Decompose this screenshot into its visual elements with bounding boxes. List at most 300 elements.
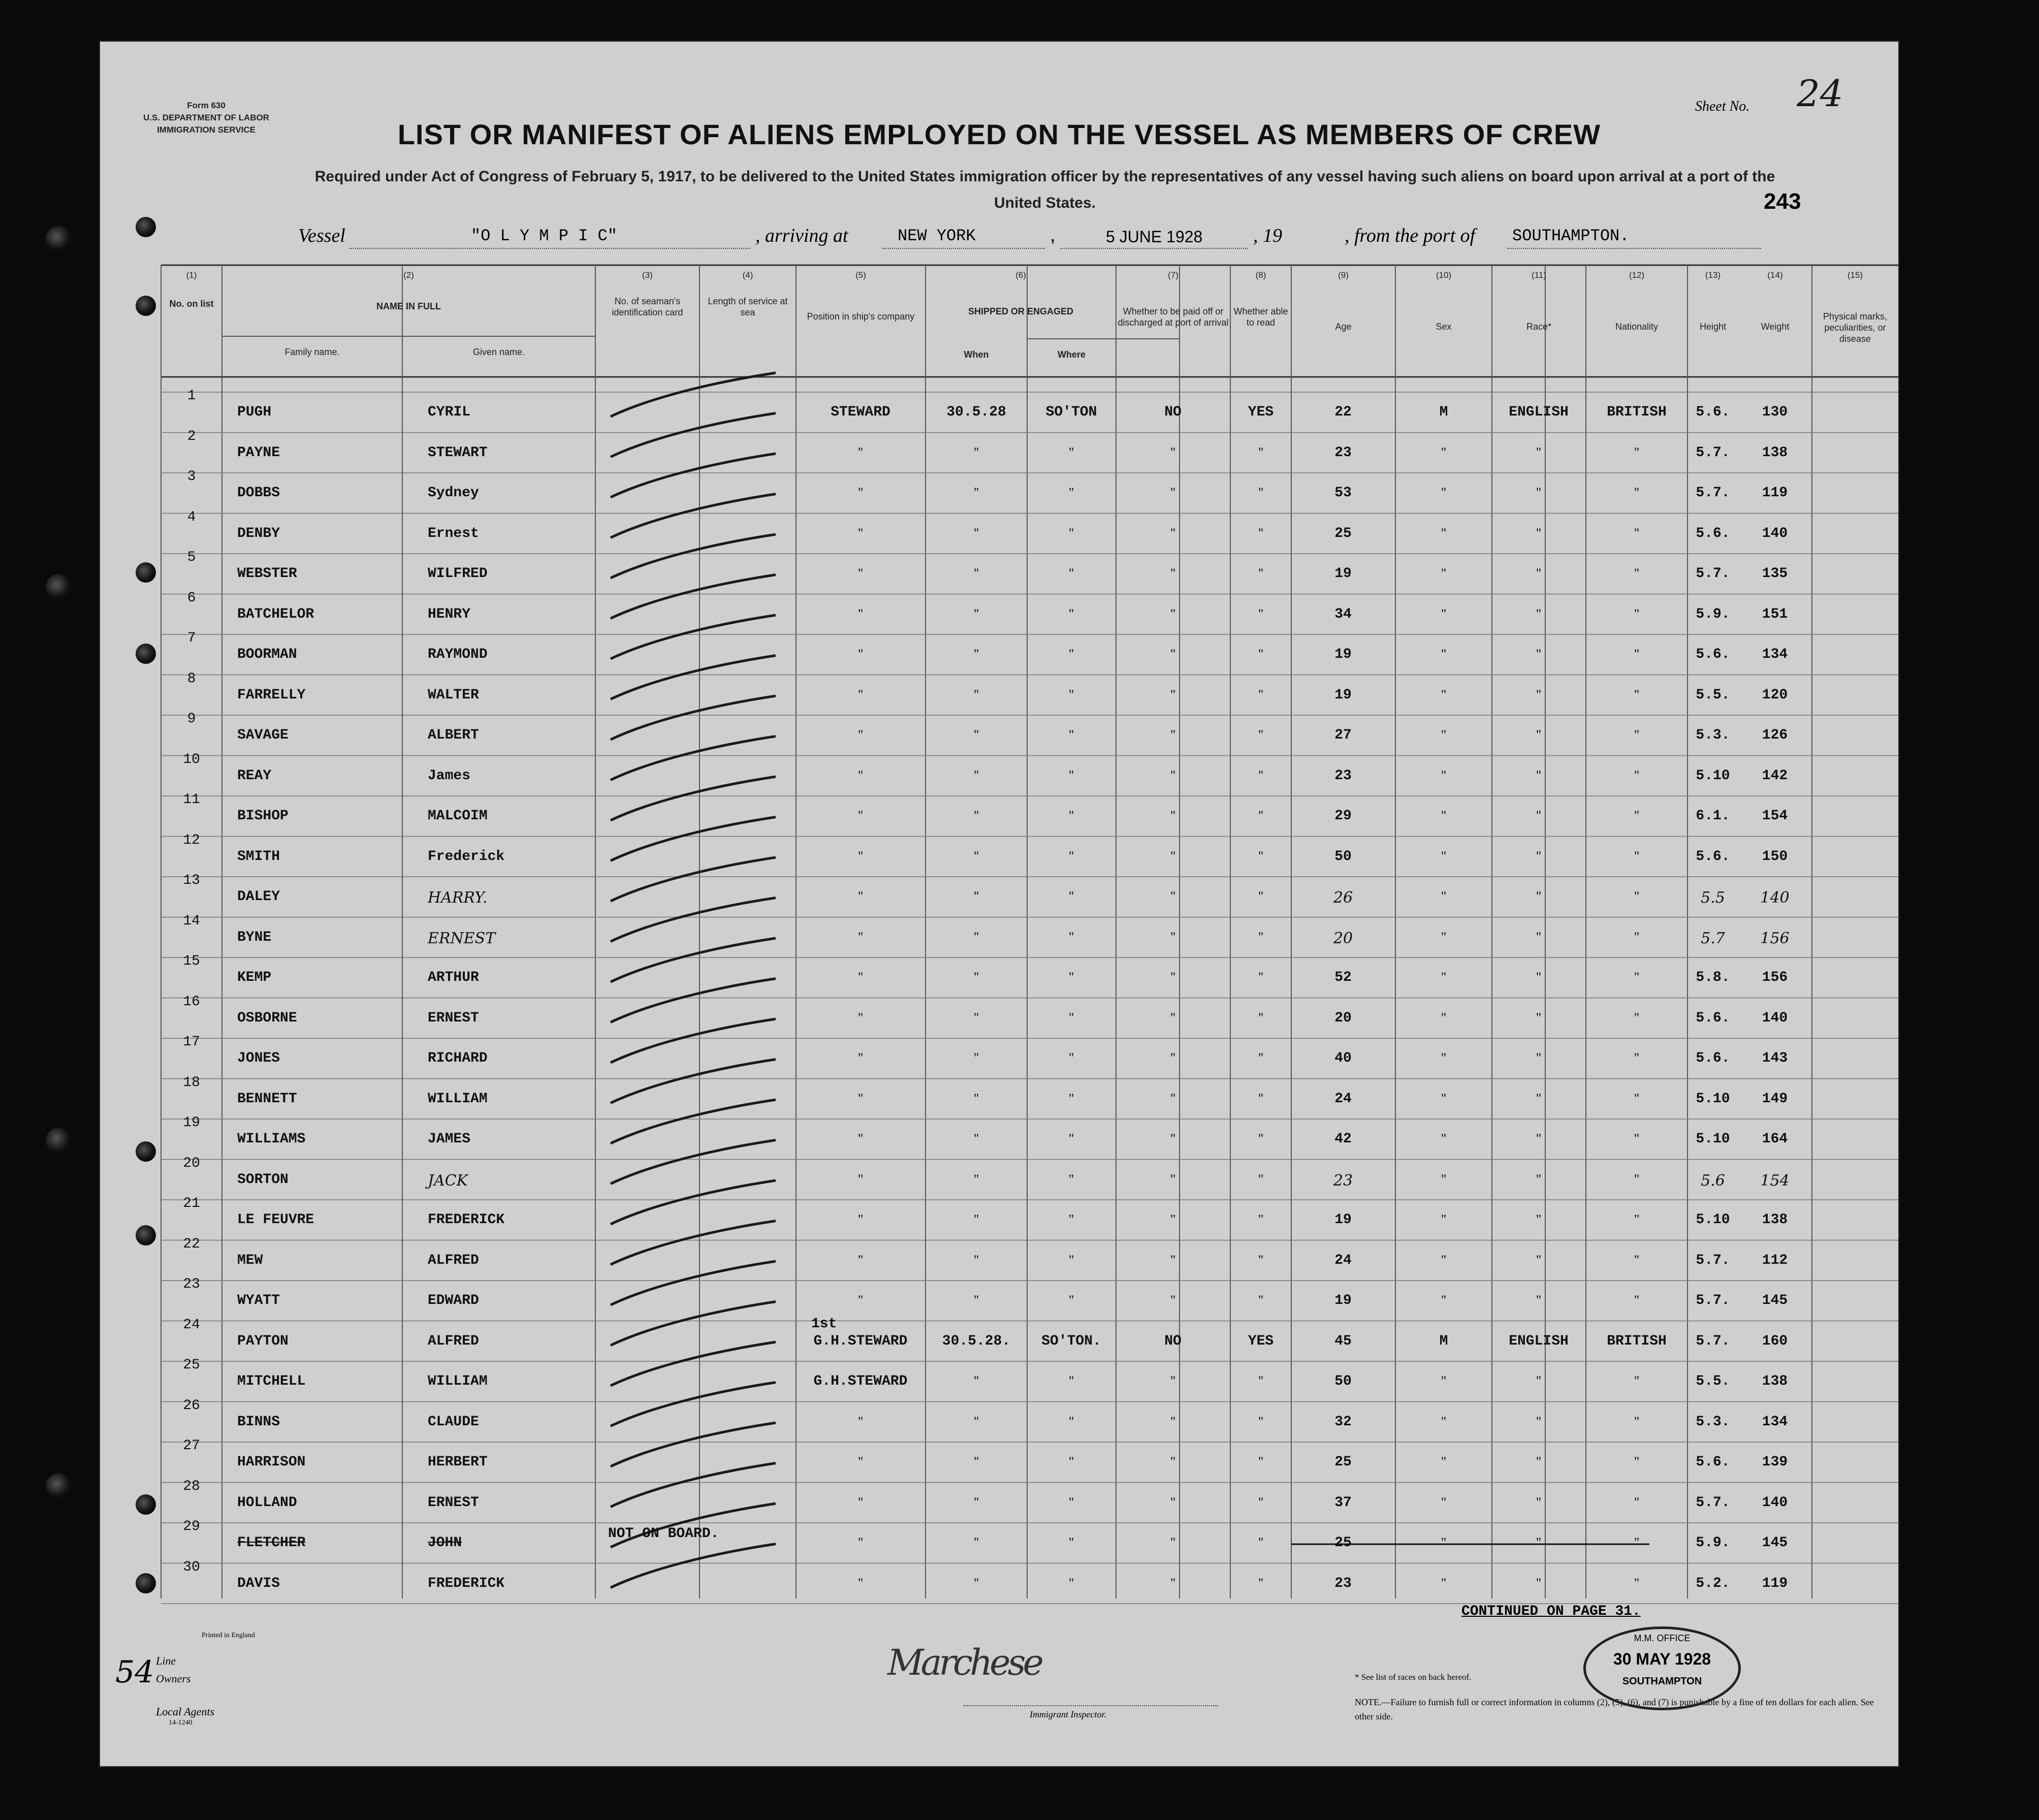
position: " <box>857 1293 864 1307</box>
row-number: 19 <box>183 1115 200 1131</box>
family-name: PAYNE <box>237 444 280 461</box>
race: " <box>1536 1575 1542 1590</box>
age: 53 <box>1334 485 1352 501</box>
shipped-where: " <box>1068 1171 1074 1187</box>
able-to-read: " <box>1258 1374 1264 1388</box>
shipped-when: " <box>973 727 979 742</box>
row-number: 24 <box>183 1317 200 1333</box>
age: 37 <box>1334 1494 1352 1511</box>
height: 5.6. <box>1696 1454 1730 1470</box>
given-name: CYRIL <box>428 404 471 420</box>
height: 5.7. <box>1696 444 1730 461</box>
height: 5.6. <box>1696 1010 1730 1026</box>
sex: " <box>1441 1575 1447 1590</box>
paid-off: " <box>1170 1293 1176 1307</box>
paid-off: " <box>1170 1131 1176 1146</box>
row-number: 1 <box>187 388 196 404</box>
able-to-read: " <box>1258 727 1264 742</box>
header-physical: Physical marks, peculiarities, or disease <box>1823 311 1888 344</box>
family-name: BINNS <box>237 1414 280 1430</box>
height: 5.8. <box>1696 970 1730 985</box>
race: " <box>1536 1131 1542 1146</box>
able-to-read: " <box>1258 687 1264 702</box>
age: 50 <box>1334 848 1352 865</box>
given-name: EDWARD <box>428 1293 479 1308</box>
weight: 134 <box>1762 647 1788 662</box>
sex: " <box>1441 485 1447 500</box>
age: 27 <box>1334 727 1352 743</box>
arriving-port: NEW YORK <box>898 227 976 245</box>
able-to-read: " <box>1258 768 1264 783</box>
vessel-line: Vessel "O L Y M P I C" , arriving at NEW YORK , 5 JUNE 1928 , 19 , from the port of SOUTHAMPTON. <box>298 225 1771 255</box>
header-when: When <box>964 349 989 360</box>
shipped-where: " <box>1068 485 1074 500</box>
given-name: WILLIAM <box>428 1374 488 1389</box>
sex: " <box>1441 1010 1447 1025</box>
able-to-read: " <box>1258 1252 1264 1267</box>
age: 25 <box>1334 525 1352 541</box>
position: " <box>857 525 864 540</box>
age: 52 <box>1334 970 1352 985</box>
weight: 143 <box>1762 1050 1788 1066</box>
nationality: " <box>1634 1050 1640 1065</box>
family-name: BENNETT <box>237 1091 297 1107</box>
nationality: " <box>1634 606 1640 621</box>
nationality: " <box>1634 1131 1640 1146</box>
shipped-where: " <box>1068 1212 1074 1227</box>
row-number: 2 <box>187 428 196 444</box>
position: " <box>857 1171 864 1187</box>
height: 5.3. <box>1696 1414 1730 1430</box>
column-number: (2) <box>403 270 414 280</box>
race: " <box>1536 1374 1542 1388</box>
race: " <box>1536 1494 1542 1510</box>
header-length-service: Length of service at sea <box>708 296 788 317</box>
race: " <box>1536 566 1542 581</box>
tick-mark <box>611 737 776 780</box>
paid-off: NO <box>1164 1333 1182 1349</box>
position: STEWARD <box>831 404 890 420</box>
able-to-read: " <box>1258 970 1264 984</box>
able-to-read: " <box>1258 1454 1264 1469</box>
race: " <box>1536 606 1542 621</box>
race: " <box>1536 768 1542 783</box>
shipped-when: " <box>973 1535 979 1550</box>
column-number: (10) <box>1436 270 1452 280</box>
tick-mark <box>611 1261 776 1305</box>
family-name: DAVIS <box>237 1575 280 1591</box>
tick-mark <box>611 857 776 901</box>
given-name: CLAUDE <box>428 1414 479 1430</box>
line-label: Line <box>156 1654 176 1667</box>
row-number: 20 <box>183 1155 200 1171</box>
tick-mark <box>611 575 776 619</box>
weight: 140 <box>1762 1494 1788 1511</box>
column-number: (7) <box>1168 270 1178 280</box>
column-number: (11) <box>1532 270 1546 280</box>
header-where: Where <box>1057 349 1086 360</box>
paid-off: " <box>1170 1374 1176 1388</box>
race: " <box>1536 687 1542 702</box>
page-title: LIST OR MANIFEST OF ALIENS EMPLOYED ON THE VESSEL AS MEMBERS OF CREW <box>397 118 1601 150</box>
family-name: JONES <box>237 1050 280 1066</box>
nationality: " <box>1634 1374 1640 1388</box>
tick-mark <box>611 494 776 538</box>
shipped-where: " <box>1068 848 1074 864</box>
shipped-where: " <box>1068 1050 1074 1065</box>
stamp-date: 30 MAY 1928 <box>1613 1650 1711 1668</box>
column-number: (6) <box>1015 270 1026 280</box>
family-name: BYNE <box>237 929 272 945</box>
tick-mark <box>611 1180 776 1224</box>
shipped-where: " <box>1068 1494 1074 1510</box>
nationality: " <box>1634 566 1640 581</box>
family-name: DENBY <box>237 525 280 541</box>
row-number: 27 <box>183 1438 200 1454</box>
height: 5.6. <box>1696 525 1730 541</box>
sheet-label: Sheet No. <box>1695 99 1750 114</box>
age: 29 <box>1334 808 1352 824</box>
given-name: MALCOIM <box>428 808 488 824</box>
position: " <box>857 808 864 823</box>
given-name: Sydney <box>428 485 479 501</box>
form-code: 14-1240 <box>169 1719 193 1727</box>
sex: " <box>1441 1050 1447 1065</box>
height: 5.10 <box>1696 768 1730 784</box>
height: 5.6. <box>1696 404 1730 420</box>
race: " <box>1536 1454 1542 1469</box>
shipped-when: " <box>973 1010 979 1025</box>
weight: 154 <box>1762 808 1788 824</box>
able-to-read: " <box>1258 647 1264 661</box>
position: " <box>857 1414 864 1429</box>
weight: 112 <box>1762 1252 1788 1268</box>
shipped-where: " <box>1068 727 1074 742</box>
able-to-read: " <box>1258 1091 1264 1106</box>
sex: " <box>1441 1374 1447 1388</box>
arriving-label: , arriving at <box>755 225 848 246</box>
weight: 138 <box>1762 1374 1788 1389</box>
vessel-label: Vessel <box>298 225 345 246</box>
height: 5.7. <box>1696 485 1730 501</box>
age: 22 <box>1334 404 1352 420</box>
position: " <box>857 647 864 661</box>
position: " <box>857 929 864 944</box>
column-number: (5) <box>855 270 866 280</box>
nationality: " <box>1634 1414 1640 1429</box>
tick-mark <box>611 615 776 659</box>
tick-mark <box>611 1544 776 1588</box>
position: G.H.STEWARD <box>813 1374 908 1389</box>
given-name: RICHARD <box>428 1050 488 1066</box>
position: " <box>857 444 864 460</box>
shipped-when: " <box>973 970 979 984</box>
shipped-when: " <box>973 1293 979 1307</box>
weight: 149 <box>1762 1091 1788 1107</box>
shipped-where: " <box>1068 929 1074 944</box>
sex: " <box>1441 1414 1447 1429</box>
nationality: " <box>1634 485 1640 500</box>
row-number: 18 <box>183 1074 200 1091</box>
weight: 134 <box>1762 1414 1788 1430</box>
arrival-date: 5 JUNE 1928 <box>1106 228 1203 246</box>
paid-off: " <box>1170 566 1176 581</box>
header-shipped: SHIPPED OR ENGAGED <box>968 306 1074 316</box>
weight: 119 <box>1762 485 1788 501</box>
family-name: SAVAGE <box>237 727 289 743</box>
weight: 140 <box>1762 525 1788 541</box>
shipped-when: " <box>973 444 979 460</box>
sex: " <box>1441 566 1447 581</box>
nationality: " <box>1634 929 1640 944</box>
race: " <box>1536 970 1542 984</box>
column-number: (15) <box>1847 270 1863 280</box>
shipped-where: " <box>1068 647 1074 661</box>
tick-mark <box>611 777 776 820</box>
family-name: BATCHELOR <box>237 606 314 622</box>
age: 19 <box>1334 647 1352 662</box>
sex: " <box>1441 1454 1447 1469</box>
tick-mark <box>611 817 776 861</box>
sex: " <box>1441 525 1447 540</box>
race: ENGLISH <box>1509 404 1569 420</box>
shipped-when: " <box>973 1131 979 1146</box>
row-number: 30 <box>183 1559 200 1575</box>
tick-mark <box>611 1221 776 1265</box>
header-given-name: Given name. <box>472 347 525 357</box>
header-name-in-full: NAME IN FULL <box>376 301 441 311</box>
nationality: " <box>1634 647 1640 661</box>
given-name: HERBERT <box>428 1454 488 1470</box>
age: 19 <box>1334 1293 1352 1308</box>
weight: 154 <box>1760 1171 1790 1190</box>
weight: 156 <box>1760 929 1790 947</box>
able-to-read: " <box>1258 1575 1264 1590</box>
age: 40 <box>1334 1050 1352 1066</box>
position: " <box>857 1091 864 1106</box>
shipped-where: " <box>1068 808 1074 823</box>
nationality: " <box>1634 889 1640 904</box>
height: 5.3. <box>1696 727 1730 743</box>
header-position: Position in ship's company <box>807 311 915 322</box>
given-name: WILFRED <box>428 566 488 582</box>
race: " <box>1536 647 1542 661</box>
position: " <box>857 1212 864 1227</box>
family-name: FARRELLY <box>237 687 306 703</box>
family-name: WEBSTER <box>237 566 297 582</box>
able-to-read: " <box>1258 1535 1264 1550</box>
header-paid-off: Whether to be paid off or discharged at port of arrival <box>1118 306 1229 328</box>
given-name: ALFRED <box>428 1252 479 1268</box>
tick-mark <box>611 1060 776 1103</box>
paid-off: " <box>1170 1050 1176 1065</box>
tick-mark <box>611 1463 776 1507</box>
row-number: 16 <box>183 994 200 1010</box>
shipped-when: 30.5.28. <box>942 1333 1011 1349</box>
family-name: KEMP <box>237 970 272 985</box>
column-number: (13) <box>1705 270 1721 280</box>
sex: " <box>1441 727 1447 742</box>
height: 5.6. <box>1696 1050 1730 1066</box>
nationality: " <box>1634 1252 1640 1267</box>
race: " <box>1536 485 1542 500</box>
position: " <box>857 485 864 500</box>
row-number: 28 <box>183 1478 200 1494</box>
age: 25 <box>1334 1454 1352 1470</box>
paid-off: " <box>1170 929 1176 944</box>
able-to-read: " <box>1258 1050 1264 1065</box>
row-number: 8 <box>187 670 196 687</box>
able-to-read: " <box>1258 444 1264 460</box>
shipped-where: " <box>1068 768 1074 783</box>
binder-hole <box>46 574 72 600</box>
tick-mark <box>611 1302 776 1346</box>
paid-off: " <box>1170 889 1176 904</box>
age: 23 <box>1333 1171 1353 1190</box>
binder-hole <box>46 1473 72 1499</box>
weight: 140 <box>1762 1010 1788 1026</box>
row-number: 9 <box>187 711 196 727</box>
given-name: WILLIAM <box>428 1091 488 1107</box>
row-number: 29 <box>183 1519 200 1535</box>
column-number: (14) <box>1767 270 1783 280</box>
sex: " <box>1441 444 1447 460</box>
nationality: " <box>1634 444 1640 460</box>
race: " <box>1536 727 1542 742</box>
weight: 145 <box>1762 1293 1788 1308</box>
weight: 120 <box>1762 687 1788 703</box>
paid-off: " <box>1170 1252 1176 1267</box>
weight: 140 <box>1760 889 1790 907</box>
shipped-when: " <box>973 1050 979 1065</box>
age: 45 <box>1334 1333 1352 1349</box>
able-to-read: " <box>1258 606 1264 621</box>
race: " <box>1536 1010 1542 1025</box>
inspector-label: Immigrant Inspector. <box>1030 1709 1106 1719</box>
family-name: WYATT <box>237 1293 280 1308</box>
age: 23 <box>1334 1575 1352 1591</box>
shipped-when: " <box>973 1091 979 1106</box>
column-number: (3) <box>642 270 653 280</box>
shipped-when: " <box>973 1575 979 1590</box>
age: 20 <box>1333 929 1353 947</box>
race: " <box>1536 929 1542 944</box>
sex: " <box>1441 768 1447 783</box>
age: 42 <box>1334 1131 1352 1147</box>
weight: 130 <box>1762 404 1788 420</box>
row-number: 3 <box>187 469 196 485</box>
stamp-top: M.M. OFFICE <box>1634 1633 1691 1643</box>
able-to-read: " <box>1258 808 1264 823</box>
height: 5.2. <box>1696 1575 1730 1591</box>
given-name: ALBERT <box>428 727 479 743</box>
not-on-board-note: NOT ON BOARD. <box>608 1526 719 1542</box>
given-name: JOHN <box>428 1535 462 1551</box>
family-name: SORTON <box>237 1171 289 1188</box>
family-name: BOORMAN <box>237 647 297 662</box>
column-number: (12) <box>1629 270 1645 280</box>
column-number: (4) <box>742 270 753 280</box>
height: 5.10 <box>1696 1131 1730 1147</box>
inspector-signature: Marchese <box>887 1642 1041 1683</box>
height: 5.6. <box>1696 647 1730 662</box>
shipped-when: " <box>973 848 979 864</box>
weight: 156 <box>1762 970 1788 985</box>
shipped-where: " <box>1068 444 1074 460</box>
nationality: " <box>1634 525 1640 540</box>
shipped-where: " <box>1068 1091 1074 1106</box>
tick-mark <box>611 1342 776 1386</box>
weight: 138 <box>1762 1212 1788 1228</box>
paid-off: " <box>1170 1414 1176 1429</box>
family-name: FLETCHER <box>237 1535 306 1551</box>
race: " <box>1536 1293 1542 1307</box>
race: " <box>1536 444 1542 460</box>
paid-off: " <box>1170 1454 1176 1469</box>
nationality: " <box>1634 687 1640 702</box>
height: 5.7. <box>1696 566 1730 582</box>
age: 19 <box>1334 566 1352 582</box>
paid-off: NO <box>1164 404 1182 420</box>
shipped-when: " <box>973 1171 979 1187</box>
race: " <box>1536 1414 1542 1429</box>
tick-mark <box>611 534 776 578</box>
height: 5.10 <box>1696 1091 1730 1107</box>
sex: " <box>1441 1171 1447 1187</box>
weight: 139 <box>1762 1454 1788 1470</box>
paid-off: " <box>1170 687 1176 702</box>
paid-off: " <box>1170 1212 1176 1227</box>
nationality: " <box>1634 1212 1640 1227</box>
paid-off: " <box>1170 970 1176 984</box>
age: 19 <box>1334 1212 1352 1228</box>
height: 5.9. <box>1696 1535 1730 1551</box>
service-name: IMMIGRATION SERVICE <box>157 125 256 135</box>
tick-mark <box>611 1140 776 1184</box>
able-to-read: " <box>1258 1131 1264 1146</box>
race: " <box>1536 1091 1542 1106</box>
tick-mark <box>611 1383 776 1426</box>
column-number: (9) <box>1338 270 1349 280</box>
shipped-when: " <box>973 1494 979 1510</box>
sex: M <box>1439 1333 1448 1349</box>
family-name: PUGH <box>237 404 272 420</box>
shipped-when: " <box>973 647 979 661</box>
paid-off: " <box>1170 848 1176 864</box>
position: " <box>857 768 864 783</box>
sheet-number: 24 <box>1797 72 1843 115</box>
given-name: ERNEST <box>428 1010 479 1026</box>
tick-mark <box>611 938 776 982</box>
race: " <box>1536 889 1542 904</box>
row-number: 23 <box>183 1276 200 1292</box>
shipped-when: " <box>973 566 979 581</box>
header-id-card: No. of seaman's identification card <box>612 296 683 317</box>
paid-off: " <box>1170 768 1176 783</box>
height: 5.7. <box>1696 1252 1730 1268</box>
binder-hole <box>46 226 72 252</box>
shipped-where: " <box>1068 1010 1074 1025</box>
sex: " <box>1441 1091 1447 1106</box>
sex: M <box>1439 404 1448 420</box>
position: " <box>857 889 864 904</box>
able-to-read: YES <box>1248 404 1274 420</box>
nationality: " <box>1634 1494 1640 1510</box>
row-number: 17 <box>183 1034 200 1050</box>
family-name: MITCHELL <box>237 1374 306 1389</box>
column-number: (1) <box>186 270 197 280</box>
family-name: OSBORNE <box>237 1010 297 1026</box>
